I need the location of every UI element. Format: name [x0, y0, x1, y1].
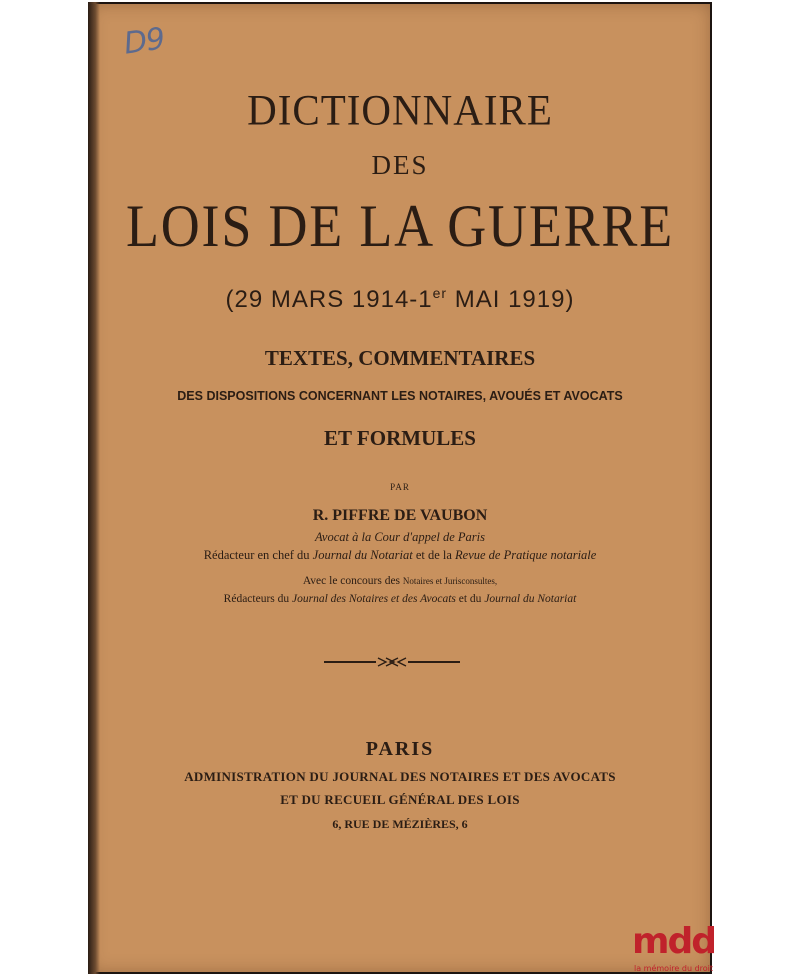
author-role-d: Revue de Pratique notariale [455, 548, 597, 562]
subtitle-line-2: DES DISPOSITIONS CONCERNANT LES NOTAIRES, AVOUÉS ET AVOCATS [177, 389, 623, 403]
contributors-a: Avec le concours des [302, 575, 403, 587]
contributors2-d: Journal du Notariat [484, 593, 577, 605]
logo-text: mdd [632, 921, 716, 962]
handwritten-mark: D9 [121, 21, 167, 62]
watermark-logo [632, 921, 722, 976]
date-range-end: MAI 1919) [447, 286, 575, 313]
ornament-divider [324, 654, 460, 670]
contributors-line-2 [88, 593, 712, 605]
author-role-a: Rédacteur en chef du [203, 548, 313, 562]
publisher-city: PARIS [365, 738, 435, 760]
author-title: Avocat à la Cour d'appel de Paris [314, 530, 486, 544]
contributors2-b: Journal des Notaires et des Avocats [292, 593, 456, 605]
date-range-start: (29 MARS 1914-1 [225, 286, 433, 313]
title-line-1: DICTIONNAIRE [247, 85, 553, 135]
subtitle-line-1: TEXTES, COMMENTAIRES [264, 346, 536, 370]
title-main: LOIS DE LA GUERRE [125, 193, 675, 259]
contributors2-c: et du [455, 593, 485, 605]
date-range-sup: er [432, 285, 448, 301]
par-label: PAR [390, 482, 410, 492]
contributors2-a: Rédacteurs du [223, 593, 293, 605]
author-role-b: Journal du Notariat [312, 548, 413, 562]
publisher-line-2: ET DU RECUEIL GÉNÉRAL DES LOIS [280, 792, 520, 807]
title-line-2: DES [371, 150, 429, 180]
publisher-line-1: ADMINISTRATION DU JOURNAL DES NOTAIRES ET DES AVOCATS [184, 769, 616, 784]
author-role-c: et de la [412, 548, 456, 562]
contributors-b: Notaires et Jurisconsultes, [402, 576, 498, 586]
author-role [88, 548, 712, 563]
subtitle-line-3: ET FORMULES [324, 426, 476, 450]
author-name: R. PIFFRE DE VAUBON [312, 507, 488, 524]
contributors-line-1 [88, 575, 712, 587]
publisher-address: 6, RUE DE MÉZIÈRES, 6 [332, 817, 468, 831]
logo-tagline: la mémoire du droit [634, 964, 714, 973]
date-range [88, 285, 712, 314]
